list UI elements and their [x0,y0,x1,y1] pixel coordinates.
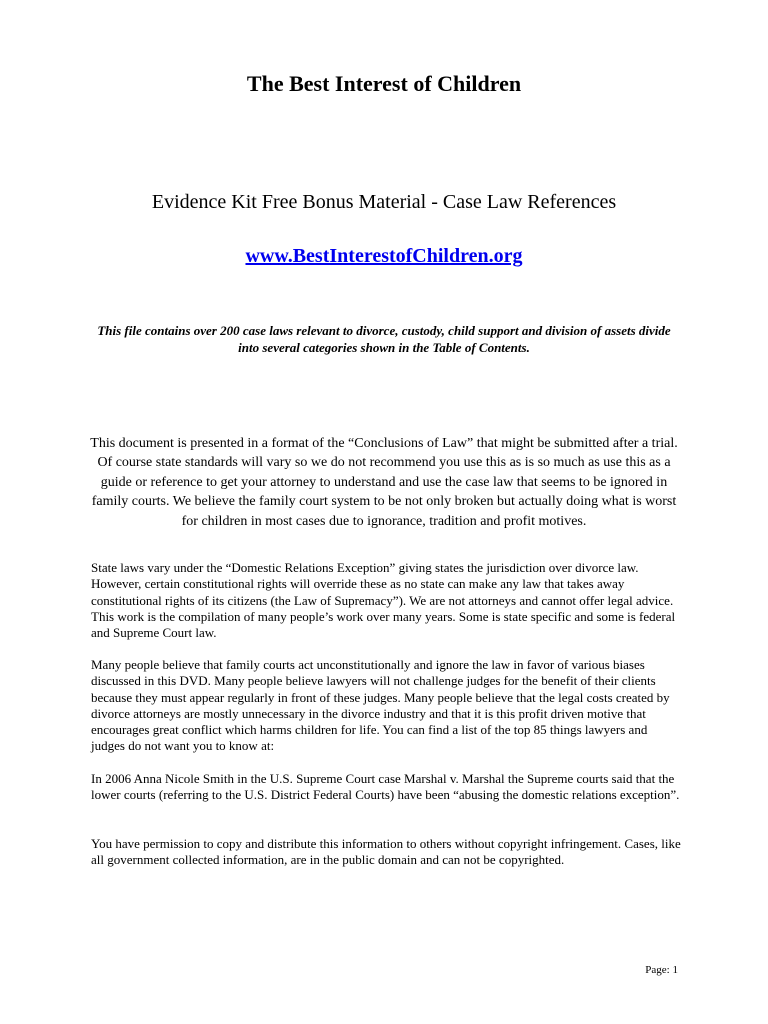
body-paragraph-marshal-case: In 2006 Anna Nicole Smith in the U.S. Supreme Court case Marshal v. Marshal the Supreme courts said that the lower courts (referring to the U.S. District Federal Courts) have been “abusing the domestic relations exception”. [91,771,680,803]
presentation-paragraph: This document is presented in a format of the “Conclusions of Law” that might be submitted after a trial. Of course state standards will vary so we do not recommend you use this as is so much as use this as a guide or reference to get your attorney to understand and use the case law that seems to be ignored in family courts. We believe the family court system to be not only broken but actually doing what is worst for children in most cases due to ignorance, tradition and profit motives. [90,436,678,529]
intro-note: This file contains over 200 case laws relevant to divorce, custody, child support and division of assets divide into several categories shown in the Table of Contents. [97,323,671,355]
page-number: Page: 1 [645,964,678,976]
body-paragraph-domestic-relations: State laws vary under the “Domestic Relations Exception” giving states the jurisdiction over divorce law. However, certain constitutional rights will override these as no state can make any law that takes away constitutional rights of its citizens (the Law of Supremacy”). We are not attorneys and cannot offer legal advice. This work is the compilation of many people’s work over many years. Some is state specific and some is federal and Supreme Court law. [91,560,676,641]
website-link[interactable]: www.BestInterestofChildren.org [245,245,523,267]
body-paragraph-family-courts: Many people believe that family courts act unconstitutionally and ignore the law in favor of various biases discussed in this DVD. Many people believe lawyers will not challenge judges for the benefit of their clients because they must appear regularly in front of these judges. Many people believe that the legal costs created by divorce attorneys are mostly unnecessary in the divorce industry and that it is this profit driven motive that encourages great conflict which harms children for life. You can find a list of the top 85 things lawyers and judges do not want you to know at: [91,657,670,754]
document-title: The Best Interest of Children [246,71,522,96]
document-subtitle: Evidence Kit Free Bonus Material - Case Law References [151,191,617,213]
body-paragraph-copyright: You have permission to copy and distribute this information to others without copyright infringement. Cases, like all government collected information, are in the public domain and can not be copyrighted. [91,836,681,868]
website-link-container [0,243,768,269]
